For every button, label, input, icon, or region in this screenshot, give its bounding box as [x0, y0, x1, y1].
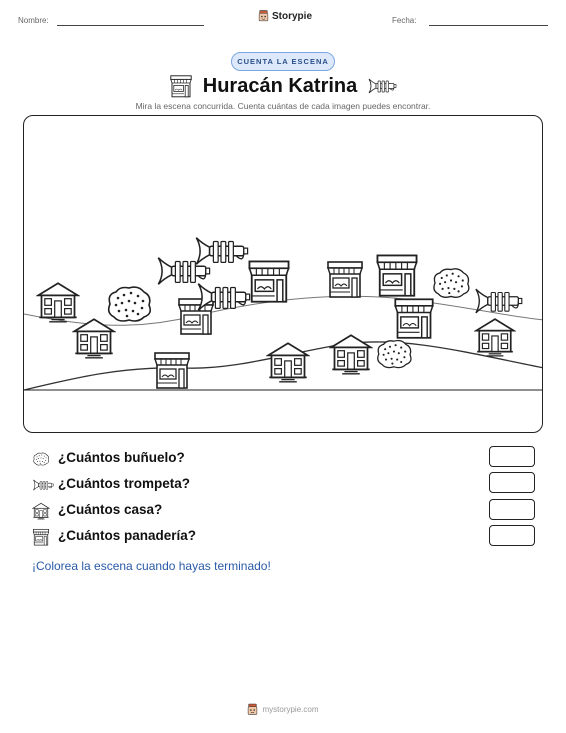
bakery-icon — [179, 299, 213, 334]
activity-badge-text: CUENTA LA ESCENA — [237, 57, 329, 66]
brand — [258, 10, 312, 22]
question-label: ¿Cuántos casa? — [58, 502, 163, 517]
bakery-icon — [169, 74, 193, 98]
trumpet-icon — [196, 238, 247, 265]
instruction-text: Mira la escena concurrida. Cuenta cuántas de cada imagen puedes encontrar. — [135, 101, 431, 111]
bakery-icon — [395, 299, 432, 338]
answer-box-casa[interactable] — [489, 499, 535, 520]
trumpet-icon — [158, 258, 209, 285]
question-casa — [32, 501, 537, 521]
house-icon — [38, 283, 78, 322]
question-label: ¿Cuántos trompeta? — [58, 476, 191, 491]
bunuelo-icon — [32, 450, 50, 468]
question-bunuelo — [32, 449, 537, 469]
date-label: Fecha: — [392, 16, 417, 25]
bunuelo-icon — [109, 287, 151, 321]
coloring-note: ¡Colorea la escena cuando hayas terminado! — [32, 559, 271, 573]
question-label: ¿Cuántos panadería? — [58, 528, 197, 543]
date-line[interactable] — [429, 25, 548, 26]
trumpet-icon — [367, 74, 397, 98]
answer-box-bunuelo[interactable] — [489, 446, 535, 467]
bakery-icon — [377, 255, 416, 295]
brand-name: Storypie — [272, 10, 313, 22]
trumpet-icon — [32, 476, 54, 494]
house-icon — [32, 502, 50, 520]
answer-box-trompeta[interactable] — [489, 472, 535, 493]
answer-box-panaderia[interactable] — [489, 525, 535, 546]
page-title: Huracán Katrina — [202, 74, 358, 97]
name-line[interactable] — [57, 25, 204, 26]
house-icon — [476, 319, 514, 356]
question-trompeta — [32, 475, 537, 495]
counting-scene — [23, 115, 543, 433]
title-row — [0, 72, 566, 100]
storypie-logo-icon — [247, 703, 258, 716]
bunuelo-icon — [378, 340, 411, 367]
question-panaderia — [32, 527, 537, 547]
bakery-icon — [32, 528, 50, 546]
house-icon — [331, 335, 371, 374]
question-label: ¿Cuántos buñuelo? — [58, 450, 185, 465]
name-label: Nombre: — [18, 16, 49, 25]
bakery-icon — [328, 262, 362, 297]
site-footer — [0, 703, 566, 716]
site-url: mystorypie.com — [262, 705, 319, 714]
activity-badge — [231, 52, 335, 71]
trumpet-icon — [476, 289, 522, 313]
bunuelo-icon — [434, 269, 469, 297]
bakery-icon — [249, 261, 288, 301]
bakery-icon — [155, 353, 189, 388]
worksheet-header — [18, 10, 548, 32]
storypie-logo-icon — [258, 10, 269, 22]
house-icon — [268, 343, 308, 382]
